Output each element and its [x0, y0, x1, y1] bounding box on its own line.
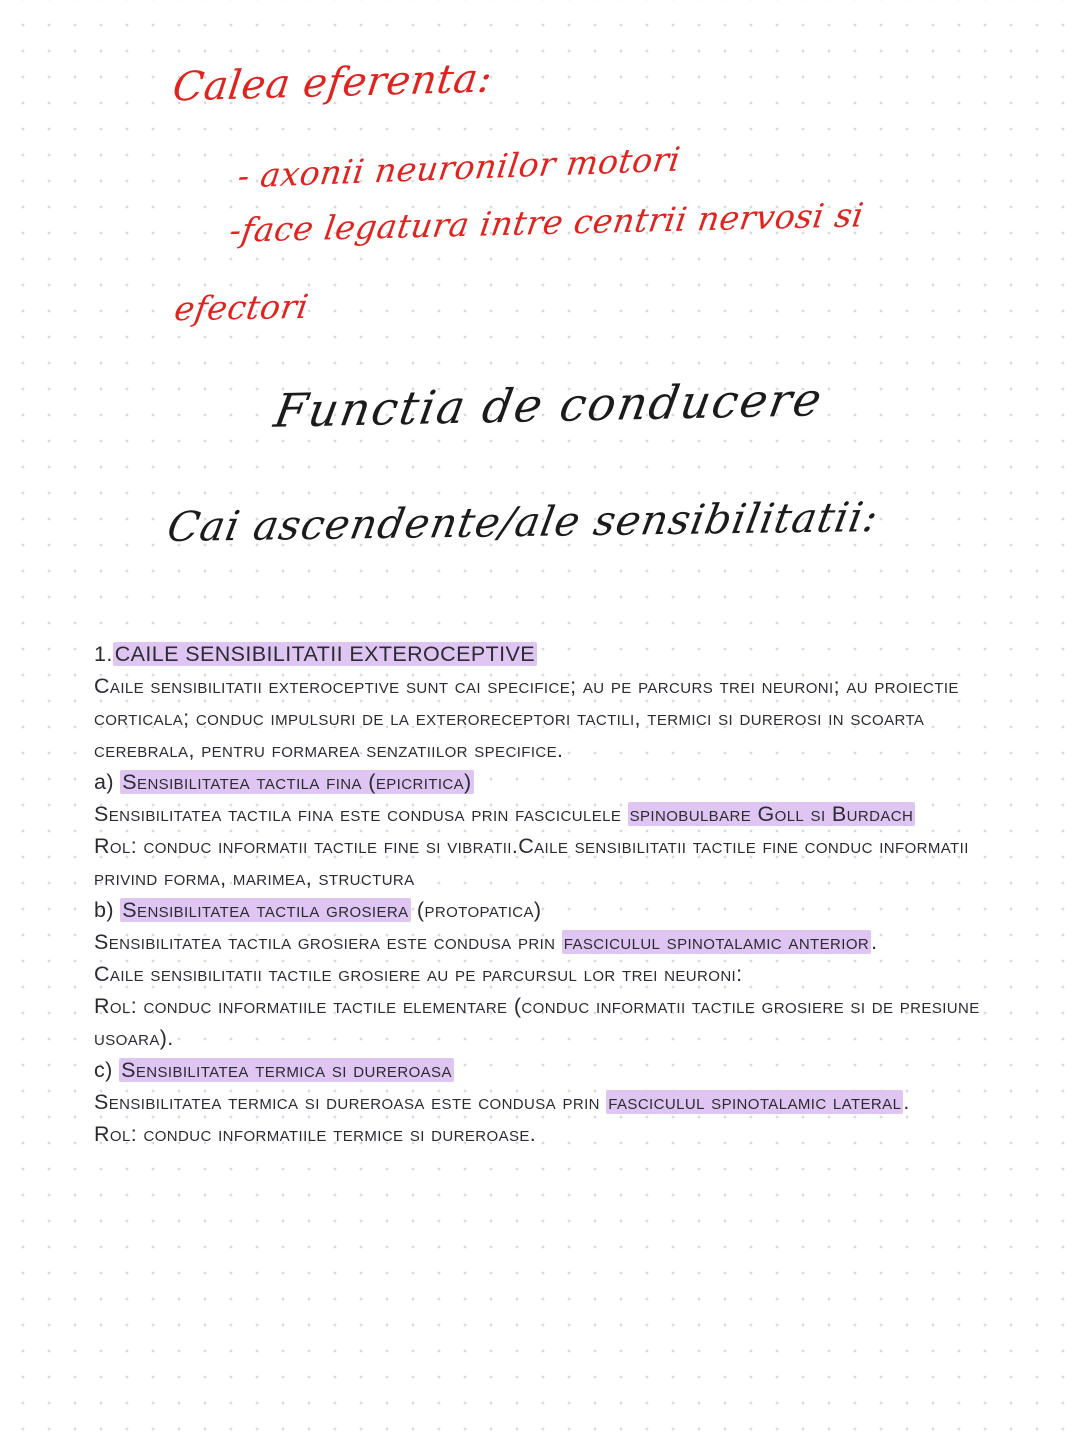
item-b-line-2: Caile sensibilitatii tactile grosiere au pe parcursul lor trei neuroni:	[94, 962, 743, 986]
handwritten-title-cai-ascendente: Cai ascendente/ale sensibilitatii:	[163, 492, 883, 552]
handwritten-heading-efferent: Calea eferenta:	[170, 55, 496, 111]
item-b-marker: b)	[94, 898, 114, 922]
item-b-line-3: Rol: conduc informatiile tactile elementare (conduc informatii tactile grosiere si de presiune usoara).	[94, 994, 980, 1050]
item-a-line-1-pre: Sensibilitatea tactila fina este condusa prin fasciculele	[94, 802, 628, 826]
item-c-marker: c)	[94, 1058, 113, 1082]
item-b-line-1-highlight: fasciculul spinotalamic anterior	[563, 930, 870, 954]
item-c-line-2: Rol: conduc informatiile termice si dureroase.	[94, 1122, 537, 1146]
section-heading	[94, 638, 1024, 670]
typed-notes-body	[94, 638, 1024, 1150]
section-number: 1.	[94, 642, 113, 666]
item-c-title: Sensibilitatea termica si dureroasa	[121, 1058, 452, 1082]
section-title: CAILE SENSIBILITATII EXTEROCEPTIVE	[114, 642, 535, 666]
item-c-line-1	[94, 1086, 1024, 1118]
handwritten-title-functia-de-conducere: Functia de conducere	[270, 372, 828, 438]
item-a-line-1-highlight: spinobulbare Goll si Burdach	[629, 802, 914, 826]
item-c-heading	[94, 1054, 1024, 1086]
item-b-line-1	[94, 926, 1024, 958]
item-b-line-1-pre: Sensibilitatea tactila grosiera este condusa prin	[94, 930, 562, 954]
item-c-line-1-post: .	[903, 1090, 910, 1114]
item-a-line-2: Rol: conduc informatii tactile fine si vibratii.Caile sensibilitatii tactile fine conduc informatii privind forma, marimea, structura	[94, 834, 969, 890]
item-b-title: Sensibilitatea tactila grosiera	[122, 898, 409, 922]
handwritten-bullet-legatura: -face legatura intre centrii nervosi si	[227, 195, 867, 250]
item-b-title-tail: (protopatica)	[410, 898, 542, 922]
item-b-line-1-post: .	[871, 930, 878, 954]
handwritten-bullet-axons: - axonii neuronilor motori	[235, 139, 683, 196]
item-b-heading	[94, 894, 1024, 926]
item-c-line-1-highlight: fasciculul spinotalamic lateral	[608, 1090, 902, 1114]
item-a-title: Sensibilitatea tactila fina (epicritica)	[122, 770, 472, 794]
item-c-line-1-pre: Sensibilitatea termica si dureroasa este condusa prin	[94, 1090, 607, 1114]
section-intro: Caile sensibilitatii exteroceptive sunt cai specifice; au pe parcurs trei neuroni; au proiectie corticala; conduc impulsuri de la exteroreceptori tactili, termici si durerosi in scoarta cerebrala, pentru formarea senzatiilor specifice.	[94, 674, 959, 762]
item-a-line-1	[94, 798, 1024, 830]
item-a-marker: a)	[94, 770, 114, 794]
item-a-heading	[94, 766, 1024, 798]
handwritten-bullet-efectori: efectori	[171, 286, 312, 329]
